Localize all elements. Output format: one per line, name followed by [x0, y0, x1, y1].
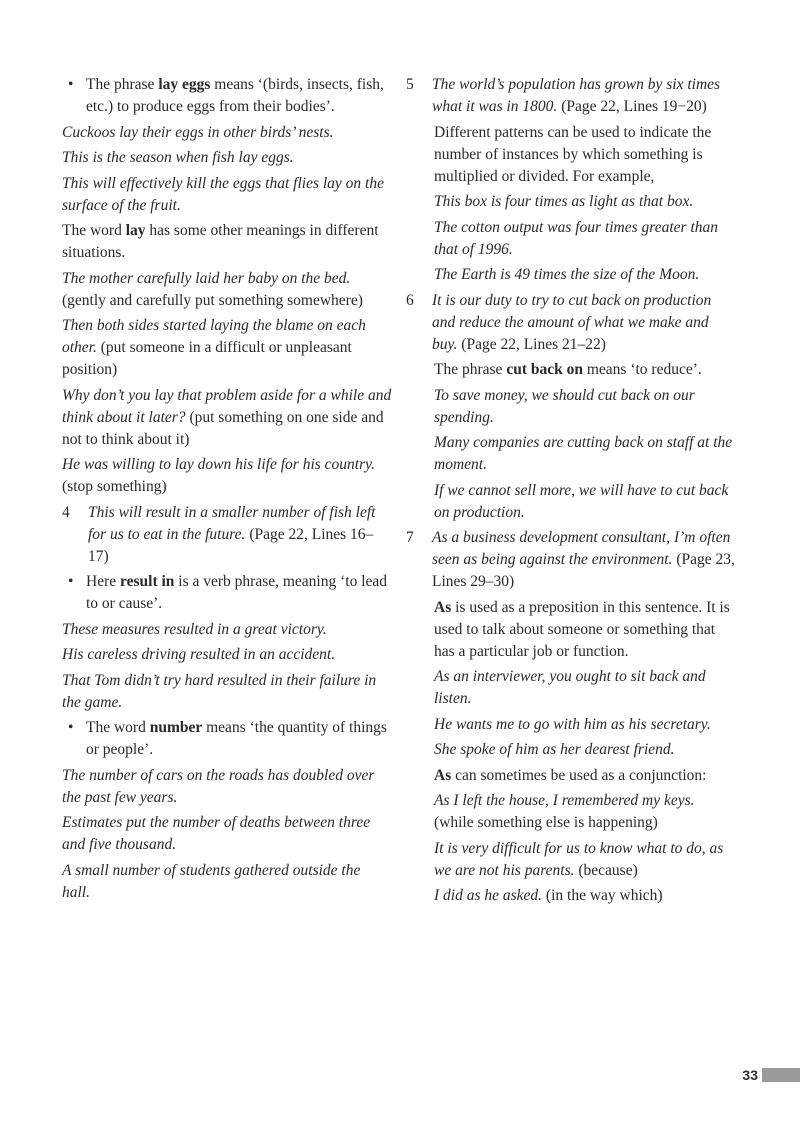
item-number: 5	[406, 76, 414, 93]
item-5: 5 The world’s population has grown by six times what it was in 1800. (Page 22, Lines 19−20)	[406, 76, 721, 115]
page-number: 33	[742, 1067, 758, 1083]
page-number-bar	[762, 1068, 800, 1082]
example-with-note: Why don’t you lay that problem aside for a while and think about it later? (put something on one side and not to think about it)	[62, 386, 392, 448]
term-result-in: result in	[120, 573, 175, 590]
term-number: number	[149, 719, 203, 736]
item-7: 7 As a business development consultant, I’m often seen as being against the environment. (Page 23, Lines 29–30)	[406, 529, 735, 590]
explanation-paragraph: The word lay has some other meanings in different situations.	[62, 222, 379, 261]
example-sentence: This is the season when fish lay eggs.	[62, 149, 294, 166]
example-sentence: As an interviewer, you ought to sit back and listen.	[434, 668, 706, 707]
example-sentence: That Tom didn’t try hard resulted in their failure in the game.	[62, 671, 377, 711]
example-sentence: Many companies are cutting back on staff at the moment.	[434, 434, 733, 473]
term-cut-back-on: cut back on	[506, 361, 583, 378]
explanation-paragraph: As can sometimes be used as a conjunction:	[434, 766, 707, 784]
bullet-result-in: • Here result in is a verb phrase, meaning ‘to lead to or cause’.	[68, 573, 388, 612]
example-sentence: She spoke of him as her dearest friend.	[434, 741, 675, 758]
example-sentence: A small number of students gathered outside the hall.	[62, 861, 361, 901]
term-as: As	[434, 598, 452, 616]
example-sentence: Cuckoos lay their eggs in other birds’ nests.	[62, 123, 334, 141]
item-4: 4 This will result in a smaller number of fish left for us to eat in the future. (Page 22, Lines 16–17)	[62, 503, 376, 565]
bullet-icon: •	[68, 76, 74, 93]
item-number: 7	[406, 529, 414, 546]
example-with-note: As I left the house, I remembered my keys. (while something else is happening)	[434, 792, 695, 831]
example-with-note: Then both sides started laying the blame on each other. (put someone in a difficult or unpleasant position)	[62, 317, 366, 378]
item-number: 4	[62, 503, 70, 521]
example-sentence: If we cannot sell more, we will have to cut back on production.	[434, 481, 729, 521]
term-lay-eggs: lay eggs	[158, 76, 211, 93]
term-as: As	[434, 766, 452, 784]
explanation-paragraph: The phrase cut back on means ‘to reduce’.	[434, 361, 702, 378]
example-sentence: The Earth is 49 times the size of the Moon.	[434, 266, 700, 283]
term-lay: lay	[125, 222, 146, 239]
example-with-note: It is very difficult for us to know what to do, as we are not his parents. (because)	[434, 839, 724, 879]
left-column	[62, 74, 392, 907]
example-with-note: The mother carefully laid her baby on the bed. (gently and carefully put something somewhere)	[62, 269, 363, 309]
example-with-note: I did as he asked. (in the way which)	[434, 887, 663, 904]
example-sentence: Estimates put the number of deaths between three and five thousand.	[62, 814, 371, 853]
bullet-icon: •	[68, 573, 74, 590]
example-sentence: This will effectively kill the eggs that flies lay on the surface of the fruit.	[62, 174, 384, 214]
example-sentence: The number of cars on the roads has doubled over the past few years.	[62, 766, 375, 806]
example-sentence: These measures resulted in a great victory.	[62, 620, 327, 638]
example-sentence: This box is four times as light as that box.	[434, 193, 694, 210]
explanation-paragraph: As is used as a preposition in this sentence. It is used to talk about someone or something that has a particular job or function.	[434, 598, 730, 660]
item-number: 6	[406, 291, 414, 309]
example-sentence: He wants me to go with him as his secretary.	[434, 715, 711, 733]
bullet-icon: •	[68, 719, 74, 736]
item-6: 6 It is our duty to try to cut back on production and reduce the amount of what we make and buy. (Page 22, Lines 21–22)	[406, 291, 712, 353]
bullet-number: • The word number means ‘the quantity of things or people’.	[68, 719, 387, 758]
page-footer	[742, 1064, 800, 1086]
right-column	[406, 74, 736, 911]
bullet-lay-eggs: • The phrase lay eggs means ‘(birds, insects, fish, etc.) to produce eggs from their bodies’.	[68, 76, 384, 115]
example-with-note: He was willing to lay down his life for his country. (stop something)	[62, 456, 376, 495]
example-sentence: To save money, we should cut back on our spending.	[434, 386, 695, 426]
explanation-paragraph: Different patterns can be used to indicate the number of instances by which something is multiplied or divided. For example,	[434, 123, 712, 185]
example-sentence: The cotton output was four times greater than that of 1996.	[434, 218, 719, 258]
example-sentence: His careless driving resulted in an accident.	[62, 646, 336, 663]
